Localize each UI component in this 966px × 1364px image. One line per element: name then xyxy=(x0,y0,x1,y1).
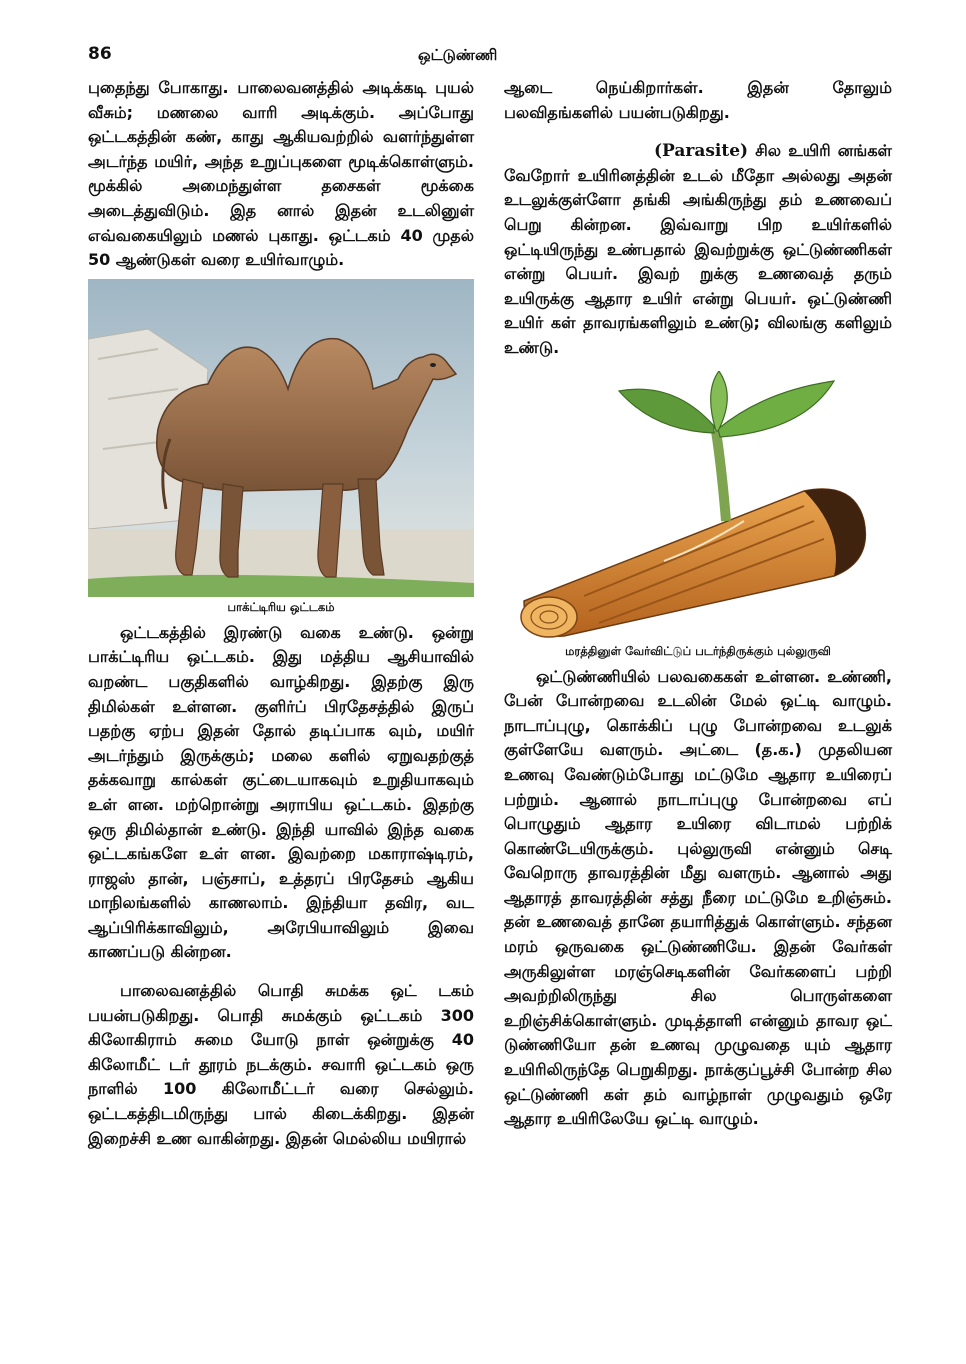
parasite-section xyxy=(504,139,892,360)
right-paragraph-1: ஆடை நெய்கிறார்கள். இதன் தோலும் பலவிதங்களில் பயன்படுகிறது. xyxy=(504,78,892,122)
section-heading-english: (Parasite) xyxy=(654,141,749,162)
right-column xyxy=(504,76,892,1132)
bactrian-camel-illustration xyxy=(88,279,474,597)
mistletoe-on-branch-illustration xyxy=(504,371,892,641)
left-column xyxy=(88,76,474,1151)
mistletoe-caption: மரத்தினுள் வேர்விட்டுப் படர்ந்திருக்கும் புல்லுருவி xyxy=(565,643,831,658)
left-paragraph-1: புதைந்து போகாது. பாலைவனத்தில் அடிக்கடி புயல் வீசும்; மணலை வாரி அடிக்கும். அப்போது ஒட்டகத்தின் கண், காது ஆகியவற்றில் வளர்ந்துள்ள அடர்ந்த மயிர், அந்த உறுப்புகளை மூடிக்கொள்ளும். மூக்கில் அமைந்துள்ள தசைகள் மூக்கை அடைத்துவிடும். இத னால் இதன் உடலினுள் எவ்வகையிலும் மணல் புகாது. ஒட்டகம் 40 முதல் 50 ஆண்டுகள் வரை உயிர்வாழும். xyxy=(88,78,474,270)
left-paragraph-2: ஒட்டகத்தில் இரண்டு வகை உண்டு. ஒன்று பாக்ட்டிரிய ஒட்டகம். இது மத்திய ஆசியாவில் வறண்ட பகுதிகளில் வாழ்கிறது. இதற்கு இரு திமில்கள் உள்ளன. குளிர்ப் பிரதேசத்தில் இருப் பதற்கு ஏற்ப இதன் தோல் தடிப்பாக வும், மயிர் அடர்ந்தும் இருக்கும்; மலை களில் ஏறுவதற்குத் தக்கவாறு கால்கள் குட்டையாகவும் உறுதியாகவும் உள் ளன. மற்றொன்று அராபிய ஒட்டகம். இதற்கு ஒரு திமில்தான் உண்டு. இந்தி யாவில் இந்த வகை ஒட்டகங்களே உள் ளன. இவற்றை மகாராஷ்டிரம், ராஜஸ் தான், பஞ்சாப், உத்தரப் பிரதேசம் ஆகிய மாநிலங்களில் காணலாம். இந்தியா தவிர, வட ஆப்பிரிக்காவிலும், அரேபியாவிலும் இவை காணப்படு கின்றன. xyxy=(88,622,474,962)
running-title: ஒட்டுண்ணி xyxy=(418,46,498,64)
right-paragraph-3: ஒட்டுண்ணியில் பலவகைகள் உள்ளன. உண்ணி, பேன் போன்றவை உடலின் மேல் ஒட்டி வாழும். நாடாப்புழு, கொக்கிப் புழு போன்றவை உடலுக் குள்ளேயே வளரும். அட்டை (த.க.) முதலியன உணவு வேண்டும்போது மட்டுமே ஆதார உயிரைப் பற்றும். ஆனால் நாடாப்புழு போன்றவை எப் பொழுதும் ஆதார உயிரை விடாமல் பற்றிக் கொண்டேயிருக்கும். புல்லுருவி என்னும் செடி வேறொரு தாவரத்தின் மீது வளரும். ஆனால் அது ஆதாரத் தாவரத்தின் சத்து நீரை மட்டுமே உறிஞ்சும். தன் உணவைத் தானே தயாரித்துக் கொள்ளும். சந்தன மரம் ஒருவகை ஒட்டுண்ணியே. இதன் வேர்கள் அருகிலுள்ள மரஞ்செடிகளின் வேர்களைப் பற்றி அவற்றிலிருந்து சில பொருள்களை உறிஞ்சிக்கொள்ளும். முடித்தாளி என்னும் தாவர ஒட் டுண்ணியோ தன் உணவு முழுவதை யும் ஆதார உயிரிலிருந்தே பெறுகிறது. நாக்குப்பூச்சி போன்ற சில ஒட்டுண்ணி கள் தம் வாழ்நாள் முழுவதும் ஒரே ஆதார உயிரிலேயே ஒட்டி வாழும். xyxy=(504,666,892,1129)
right-paragraph-2: சில உயிரி னங்கள் வேறோர் உயிரினத்தின் உடல் மீதோ அல்லது அதன் உடலுக்குள்ளோ தங்கி அங்கிருந்து தம் உணவைப் பெறு கின்றன. இவ்வாறு பிற உயிர்களில் ஒட்டியிருந்து உண்பதால் இவற்றுக்கு ஒட்டுண்ணிகள் என்று பெயர். இவற் றுக்கு உணவைத் தரும் உயிருக்கு ஆதார உயிர் என்று பெயர். ஒட்டுண்ணி உயிர் கள் தாவரங்களிலும் உண்டு; விலங்கு களிலும் உண்டு. xyxy=(504,141,892,357)
camel-caption: பாக்ட்டிரிய ஒட்டகம் xyxy=(227,599,335,614)
camel-figure xyxy=(88,279,474,615)
left-paragraph-3: பாலைவனத்தில் பொதி சுமக்க ஒட் டகம் பயன்படுகிறது. பொதி சுமக்கும் ஒட்டகம் 300 கிலோகிராம் சுமை யோடு நாள் ஒன்றுக்கு 40 கிலோமீட் டர் தூரம் நடக்கும். சவாரி ஒட்டகம் ஒரு நாளில் 100 கிலோமீட்டர் வரை செல்லும். ஒட்டகத்திடமிருந்து பால் கிடைக்கிறது. இதன் இறைச்சி உண வாகின்றது. இதன் மெல்லிய மயிரால் xyxy=(88,981,474,1148)
page-number: 86 xyxy=(88,44,112,64)
mistletoe-figure xyxy=(504,371,892,659)
